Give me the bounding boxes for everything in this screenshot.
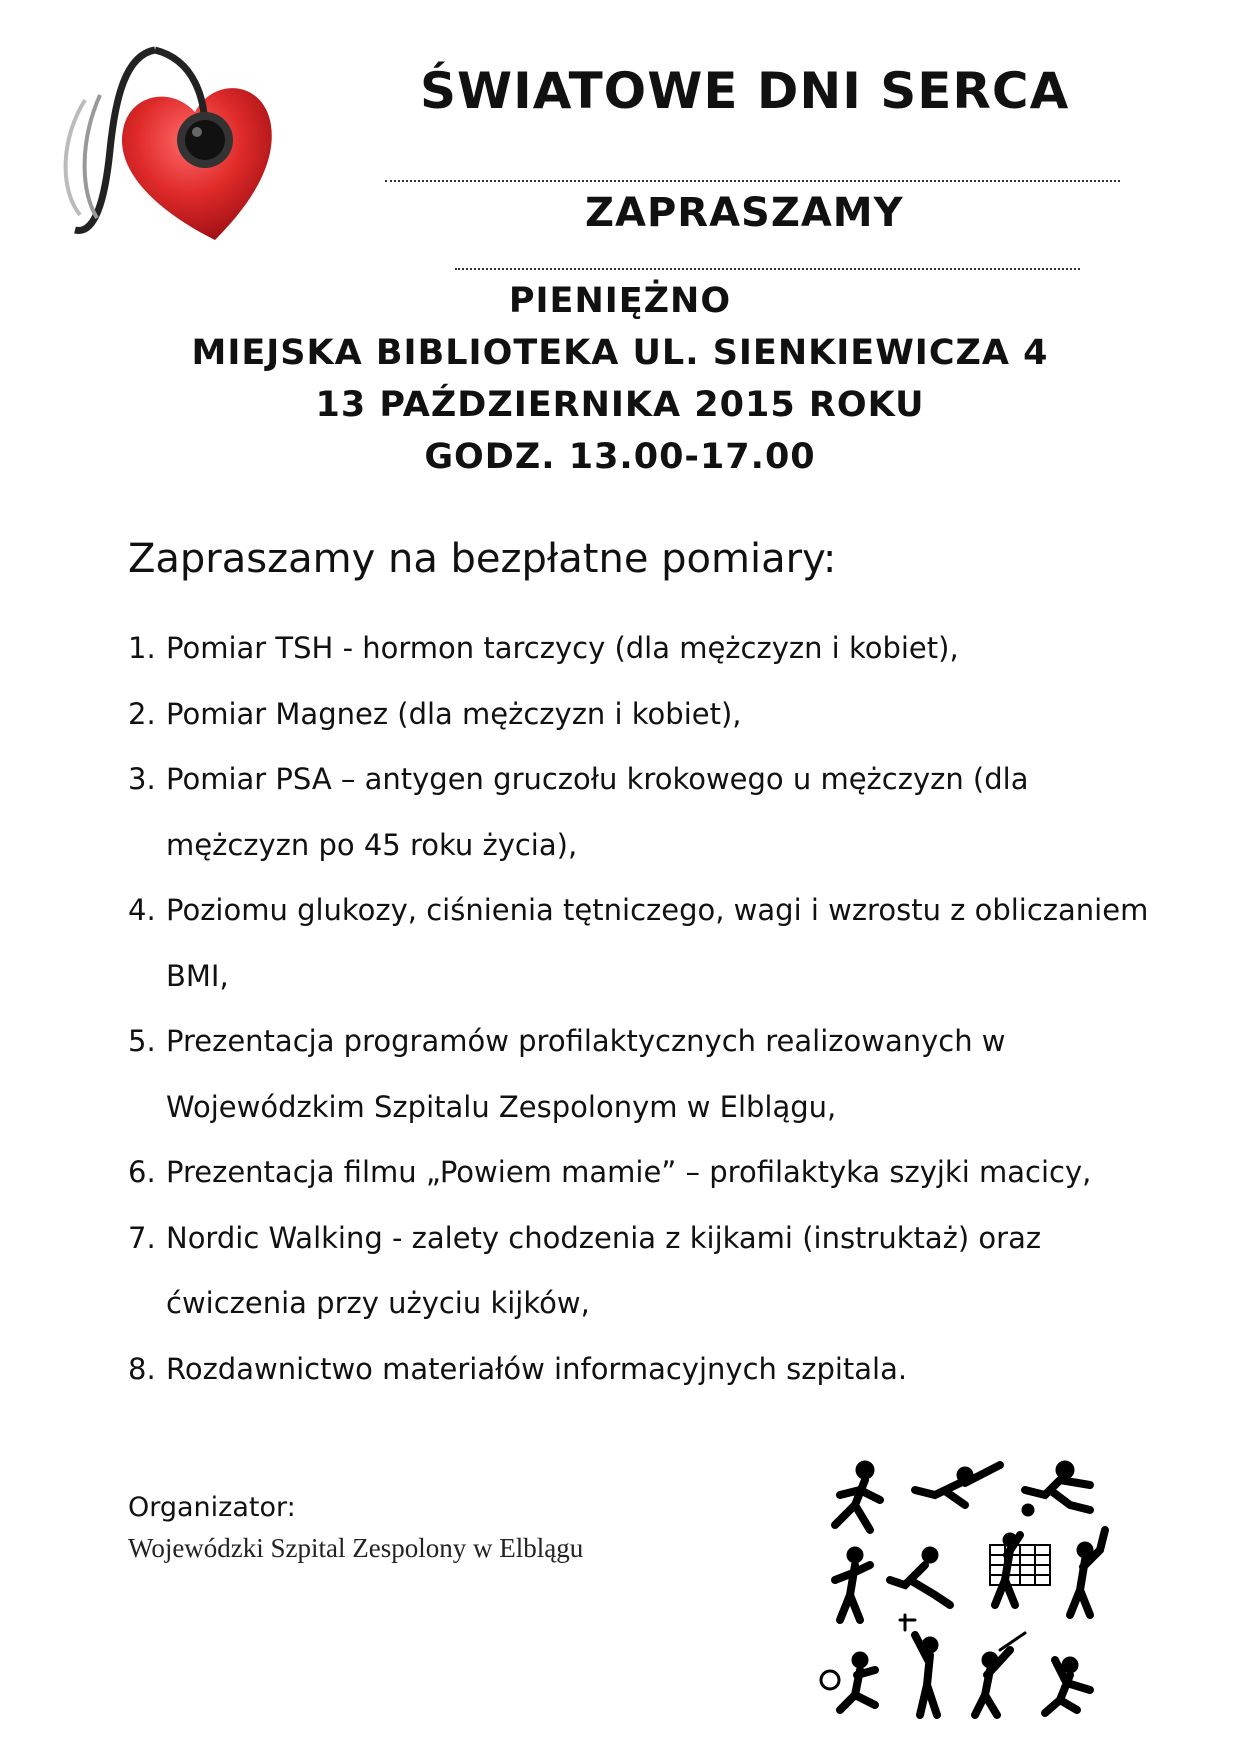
list-item-number: 8. [128,1351,156,1386]
list-item [128,878,1168,1009]
list-item-number: 6. [128,1155,156,1189]
measurements-lead: Zapraszamy na bezpłatne pomiary: [128,536,837,582]
organizer-name: Wojewódzki Szpital Zespolony w Elblągu [128,1533,584,1563]
list-item [128,1206,1168,1337]
list-item-number: 5. [128,1024,156,1058]
list-item-number: 3. [128,762,156,796]
dotted-divider [455,268,1080,270]
event-place: PIENIĘŻNO [508,281,732,321]
event-date: 13 PAŹDZIERNIKA 2015 ROKU [315,385,925,425]
list-item-number: 4. [128,893,156,927]
list-item-text: Pomiar TSH - hormon tarczycy (dla mężczyzn i kobiet), [166,631,959,665]
heart-stethoscope-icon [45,40,295,270]
sports-figures-icon [815,1455,1135,1725]
event-time: GODZ. 13.00-17.00 [424,437,816,477]
list-item-text: Prezentacja filmu „Powiem mamie” – profilaktyka szyjki macicy, [166,1155,1092,1189]
organizer-label: Organizator: [128,1492,296,1523]
dotted-divider [385,180,1120,182]
list-item-text: Prezentacja programów profilaktycznych realizowanych w Wojewódzkim Szpitalu Zespolonym w Elblągu, [166,1024,1006,1124]
measurements-list [128,616,1168,1402]
list-item [128,616,1168,682]
page-title: ŚWIATOWE DNI SERCA [420,62,1070,120]
list-item-text: Poziomu glukozy, ciśnienia tętniczego, wagi i wzrostu z obliczaniem BMI, [166,893,1149,993]
list-item-number: 2. [128,696,156,731]
list-item [128,1337,1168,1403]
list-item [128,1140,1168,1206]
list-item-text: Pomiar PSA – antygen gruczołu krokowego u mężczyzn (dla mężczyzn po 45 roku życia), [166,762,1029,862]
list-item-text: Nordic Walking - zalety chodzenia z kijkami (instruktaż) oraz ćwiczenia przy użyciu kijków, [166,1220,1042,1320]
event-venue: MIEJSKA BIBLIOTEKA UL. SIENKIEWICZA 4 [191,333,1049,373]
list-item-number: 1. [128,631,156,665]
list-item-number: 7. [128,1220,156,1255]
list-item [128,1009,1168,1140]
list-item [128,747,1168,878]
invite-heading: ZAPRASZAMY [585,190,904,236]
list-item-text: Rozdawnictwo materiałów informacyjnych szpitala. [166,1351,908,1386]
list-item-text: Pomiar Magnez (dla mężczyzn i kobiet), [166,696,742,731]
list-item [128,682,1168,748]
